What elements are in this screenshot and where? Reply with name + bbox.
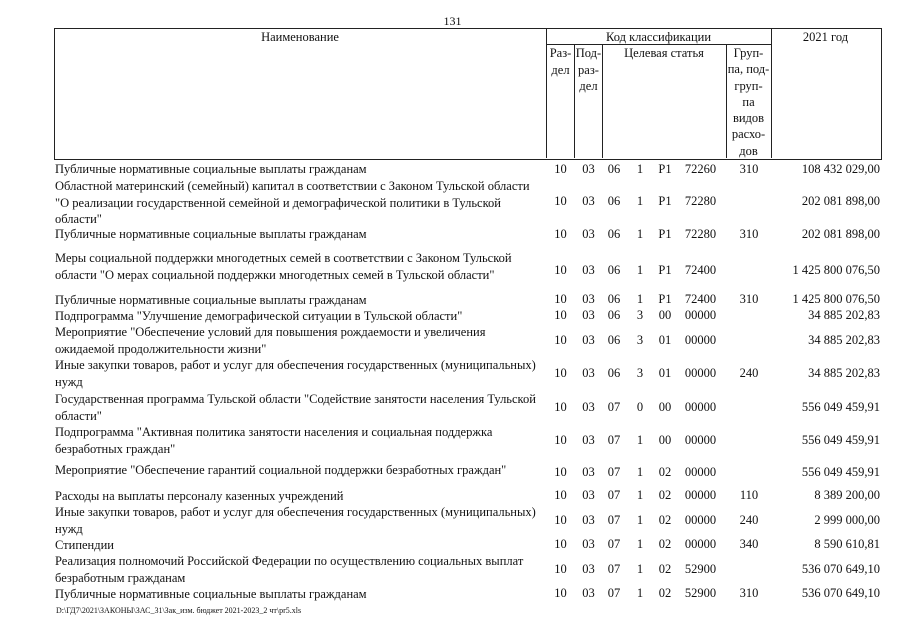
row-code-t3: 02 — [658, 561, 672, 576]
table-row — [0, 250, 905, 292]
row-code-t2: 1 — [636, 512, 644, 527]
table-row — [0, 462, 905, 484]
row-code-t1: 06 — [607, 263, 621, 277]
row-code-r: 10 — [554, 263, 567, 277]
row-code-t3: 00 — [658, 432, 672, 447]
row-code-t4: 52900 — [684, 586, 717, 600]
row-code-p: 03 — [582, 488, 595, 502]
row-code-t1: 07 — [607, 586, 621, 600]
row-code-t4: 72400 — [684, 292, 717, 306]
row-code-r: 10 — [554, 512, 567, 527]
row-code-t4: 00000 — [684, 332, 717, 347]
row-code-t1: 07 — [607, 537, 621, 551]
row-code-t3: P1 — [658, 194, 672, 208]
row-code-t4: 72280 — [684, 194, 717, 208]
row-name: Иные закупки товаров, работ и услуг для обеспечения государственных (муниципальных) нужд — [55, 358, 536, 389]
row-amount: 202 081 898,00 — [801, 227, 880, 241]
row-code-r: 10 — [554, 432, 567, 447]
row-code-r: 10 — [554, 308, 567, 322]
row-code-p: 03 — [582, 332, 595, 347]
row-code-t4: 72400 — [684, 263, 717, 277]
row-code-r: 10 — [554, 399, 567, 414]
header-code: Код классификации — [605, 30, 712, 44]
row-name: Расходы на выплаты персоналу казенных учреждений — [55, 489, 344, 503]
row-code-t2: 1 — [636, 432, 644, 447]
row-code-t4: 00000 — [684, 512, 717, 527]
row-name: Публичные нормативные социальные выплаты гражданам — [55, 162, 367, 176]
row-code-t1: 06 — [607, 366, 621, 380]
row-code-r: 10 — [554, 332, 567, 347]
row-code-t1: 07 — [607, 512, 621, 527]
table-row — [0, 537, 905, 553]
row-code-t3: P1 — [658, 292, 672, 306]
row-amount: 556 049 459,91 — [801, 465, 880, 479]
row-code-t4: 00000 — [684, 488, 717, 502]
table-row — [0, 424, 905, 457]
row-code-r: 10 — [554, 561, 567, 576]
row-code-t4: 00000 — [684, 432, 717, 447]
row-code-t3: 02 — [658, 537, 672, 551]
row-code-t4: 00000 — [684, 537, 717, 551]
row-code-r: 10 — [554, 465, 567, 479]
row-code-r: 10 — [554, 227, 567, 241]
row-code-p: 03 — [582, 194, 595, 208]
row-code-t1: 06 — [607, 332, 621, 347]
row-code-t4: 72280 — [684, 227, 717, 241]
table-row — [0, 488, 905, 504]
row-code-p: 03 — [582, 161, 595, 176]
row-code-t4: 00000 — [684, 465, 717, 479]
table-row — [0, 586, 905, 602]
row-code-t3: 01 — [658, 366, 672, 380]
row-name: Мероприятие "Обеспечение гарантий социальной поддержки безработных граждан" — [55, 463, 507, 477]
row-amount: 108 432 029,00 — [801, 161, 880, 176]
header-target: Целевая статья — [624, 46, 704, 60]
row-amount: 1 425 800 076,50 — [792, 263, 880, 277]
row-code-t3: 02 — [658, 512, 672, 527]
row-code-r: 10 — [554, 537, 567, 551]
row-amount: 8 590 610,81 — [814, 537, 880, 551]
row-code-t2: 1 — [636, 465, 644, 479]
row-code-vr: 340 — [739, 537, 759, 551]
row-code-p: 03 — [582, 308, 595, 322]
row-code-t1: 07 — [607, 465, 621, 479]
row-code-t2: 1 — [636, 586, 644, 600]
table-row — [0, 292, 905, 308]
row-name: Публичные нормативные социальные выплаты гражданам — [55, 293, 367, 307]
row-code-t2: 1 — [636, 227, 644, 241]
file-path: D:\ГД7\2021\ЗАКОНЫ\ЗАС_31\Зак_изм. бюджет 2021-2023_2 чт\pr5.xls — [56, 606, 302, 615]
row-code-p: 03 — [582, 432, 595, 447]
header-name: Наименование — [261, 30, 339, 44]
row-code-t2: 3 — [636, 332, 644, 347]
row-code-t4: 72260 — [684, 161, 717, 176]
row-amount: 8 389 200,00 — [814, 488, 880, 502]
row-name: Стипендии — [55, 538, 114, 552]
row-code-t4: 52900 — [684, 561, 717, 576]
row-code-t3: P1 — [658, 227, 672, 241]
row-code-r: 10 — [554, 194, 567, 208]
row-name: Мероприятие "Обеспечение условий для повышения рождаемости и увеличения ожидаемой продолжительности жизни" — [55, 325, 486, 356]
table-row — [0, 161, 905, 178]
row-amount: 556 049 459,91 — [801, 399, 880, 414]
row-code-t2: 1 — [636, 537, 644, 551]
header-groups: Груп- па, под- груп- па видов расхо- дов — [727, 46, 770, 158]
row-code-t4: 00000 — [684, 308, 717, 322]
row-code-r: 10 — [554, 292, 567, 306]
row-code-t1: 07 — [607, 488, 621, 502]
row-amount: 556 049 459,91 — [801, 432, 880, 447]
row-code-t2: 3 — [636, 308, 644, 322]
row-code-p: 03 — [582, 366, 595, 380]
row-code-t3: 02 — [658, 488, 672, 502]
row-code-t3: 02 — [658, 465, 672, 479]
row-name: Публичные нормативные социальные выплаты гражданам — [55, 227, 367, 241]
row-code-p: 03 — [582, 586, 595, 600]
row-name: Реализация полномочий Российской Федерации по осуществлению социальных выплат безработным гражданам — [55, 554, 524, 585]
row-code-vr: 110 — [739, 488, 759, 502]
row-code-t1: 07 — [607, 399, 621, 414]
row-name: Публичные нормативные социальные выплаты гражданам — [55, 587, 367, 601]
row-code-r: 10 — [554, 586, 567, 600]
row-code-t4: 00000 — [684, 399, 717, 414]
row-code-t1: 06 — [607, 308, 621, 322]
row-name: Областной материнский (семейный) капитал в соответствии с Законом Тульской области "О реализации государственной семейной и демографической политики в Тульской области" — [55, 179, 530, 226]
row-amount: 34 885 202,83 — [808, 332, 880, 347]
row-code-vr: 310 — [739, 292, 759, 306]
row-amount: 202 081 898,00 — [801, 194, 880, 208]
table-row — [0, 504, 905, 537]
row-code-t2: 1 — [636, 561, 644, 576]
row-code-t3: 00 — [658, 399, 672, 414]
row-code-vr: 310 — [739, 227, 759, 241]
row-code-t3: P1 — [658, 161, 672, 176]
row-amount: 34 885 202,83 — [808, 308, 880, 322]
row-code-t1: 07 — [607, 432, 621, 447]
row-code-vr: 240 — [739, 366, 759, 380]
row-code-p: 03 — [582, 537, 595, 551]
row-code-r: 10 — [554, 366, 567, 380]
row-code-t2: 1 — [636, 263, 644, 277]
row-code-t2: 1 — [636, 292, 644, 306]
table-row — [0, 226, 905, 244]
row-code-t2: 1 — [636, 488, 644, 502]
row-code-t1: 06 — [607, 227, 621, 241]
table-row — [0, 357, 905, 391]
row-code-vr: 310 — [739, 586, 759, 600]
row-code-vr: 240 — [739, 512, 759, 527]
header-divider — [771, 28, 772, 158]
row-code-p: 03 — [582, 292, 595, 306]
row-name: Иные закупки товаров, работ и услуг для обеспечения государственных (муниципальных) нужд — [55, 505, 536, 536]
row-code-t1: 07 — [607, 561, 621, 576]
row-code-t1: 06 — [607, 194, 621, 208]
row-name: Подпрограмма "Активная политика занятости населения и социальная поддержка безработных граждан" — [55, 425, 493, 456]
row-code-t2: 3 — [636, 366, 644, 380]
row-code-r: 10 — [554, 161, 567, 176]
table-row — [0, 553, 905, 586]
row-amount: 1 425 800 076,50 — [792, 292, 880, 306]
row-code-p: 03 — [582, 561, 595, 576]
row-code-t2: 0 — [636, 399, 644, 414]
row-code-t3: 01 — [658, 332, 672, 347]
row-code-t4: 00000 — [684, 366, 717, 380]
row-code-t1: 06 — [607, 292, 621, 306]
row-amount: 2 999 000,00 — [814, 512, 880, 527]
row-code-r: 10 — [554, 488, 567, 502]
table-row — [0, 391, 905, 424]
row-code-p: 03 — [582, 399, 595, 414]
row-code-t2: 1 — [636, 194, 644, 208]
row-code-p: 03 — [582, 512, 595, 527]
row-name: Меры социальной поддержки многодетных семей в соответствии с Законом Тульской области "О мерах социальной поддержки многодетных семей в Тульской области" — [55, 251, 512, 282]
row-amount: 536 070 649,10 — [801, 586, 880, 600]
header-razdel: Раз- дел — [549, 46, 572, 77]
table-row — [0, 324, 905, 357]
row-name: Государственная программа Тульской области "Содействие занятости населения Тульской области" — [55, 392, 536, 423]
row-code-t3: 02 — [658, 586, 672, 600]
table-row — [0, 178, 905, 226]
row-amount: 536 070 649,10 — [801, 561, 880, 576]
row-code-t3: 00 — [658, 308, 672, 322]
row-code-t1: 06 — [607, 161, 621, 176]
row-code-p: 03 — [582, 227, 595, 241]
header-podrazdel: Под- раз- дел — [575, 46, 602, 93]
row-code-vr: 310 — [739, 161, 759, 176]
row-amount: 34 885 202,83 — [808, 366, 880, 380]
row-code-t2: 1 — [636, 161, 644, 176]
row-code-t3: P1 — [658, 263, 672, 277]
header-year: 2021 год — [802, 30, 849, 44]
row-name: Подпрограмма "Улучшение демографической ситуации в Тульской области" — [55, 309, 463, 323]
table-row — [0, 308, 905, 324]
row-code-p: 03 — [582, 263, 595, 277]
page-number: 131 — [443, 14, 462, 28]
row-code-p: 03 — [582, 465, 595, 479]
